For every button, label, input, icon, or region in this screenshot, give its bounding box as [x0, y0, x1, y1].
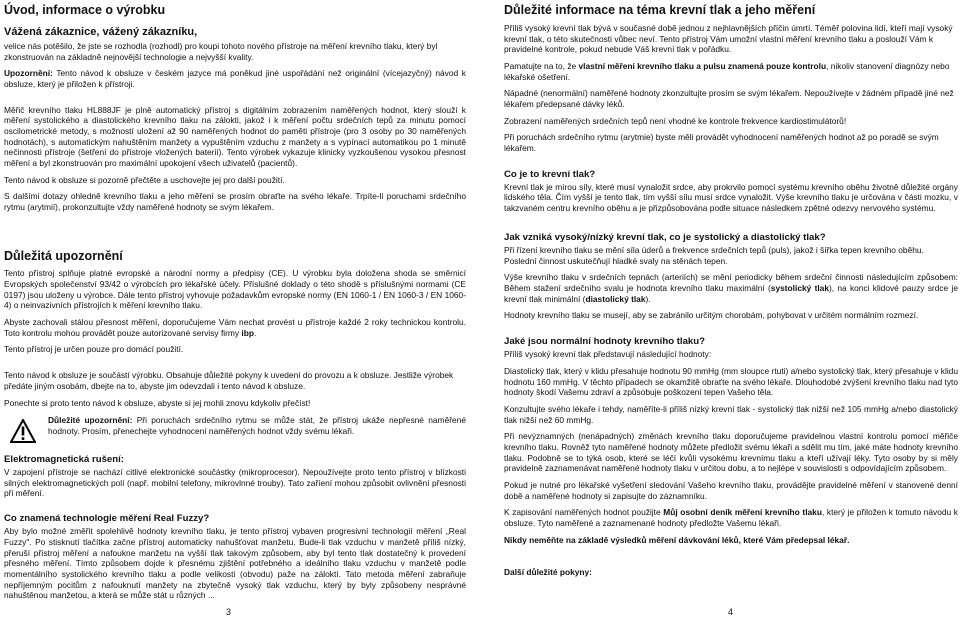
- high-low-para-2: [504, 272, 958, 304]
- emc-title: Elektromagnetická rušení:: [4, 453, 124, 465]
- keep-paragraph: Ponechte si proto tento návod k obsluze, abyste si jej mohli znovu kdykoliv přečíst!: [4, 397, 311, 408]
- read-paragraph: Tento návod k obsluze si pozorně přečtěte a uschovejte jej pro další použití.: [4, 174, 285, 185]
- diary-name: Můj osobní deník měření krevního tlaku: [663, 507, 822, 518]
- bp-para-4: Zobrazení naměřených srdečních tepů není vhodné ke kontrole frekvence kardiostimulátorů!: [504, 115, 847, 126]
- accuracy-text: Abyste zachovali stálou přesnost měření, doporučujeme Vám nechat provést u přístroje každé 2 roky technickou kontrolu. Toto kontrolu mohou provádět pouze autorizované servisy firmy: [4, 317, 466, 338]
- section-title-high-low-bp: Jak vzniká vysoký/nízký krevní tlak, co je systolický a diastolický tlak?: [504, 231, 826, 243]
- salutation: Vážená zákaznice, vážený zákazníku,: [4, 25, 198, 38]
- bp-para-5: Při poruchách srdečního rytmu (arytmie) byste měli provádět vyhodnocení naměřených hodnot až po poradě se svým lékařem.: [504, 132, 939, 153]
- hl2-a: Výše krevního tlaku v srdečních tepnách (arteriích) se mění periodicky během srdeční činnosti následujícím způsobem: Během stažení srdečního svalu je hodnota krevního tlaku maximální (: [504, 272, 958, 293]
- accuracy-end: .: [253, 327, 257, 338]
- normal-para-6: [504, 507, 958, 528]
- page-number-left: 3: [226, 607, 232, 617]
- diastolic-term: diastolický tlak: [585, 293, 646, 304]
- np6-c: , který je přiložen k tomuto návodu k obsluze. Tyto naměřené a zaznamenané hodnoty předložte Vašemu lékaři.: [504, 507, 958, 528]
- important-title: Důležitá upozornění: [4, 248, 123, 263]
- what-is-bp-paragraph: Krevní tlak je mírou síly, které musí vynaložit srdce, aby prokrvilo pomocí systému krevního oběhu životně důležité orgány lidského těla. Čím vyšší je tento tlak, tím vyšší sílu musí srdce vynaložit. Výše krevního tlaku je určována v části mozku, v takzvaném centru krevního oběhu a je přizpůsobována podle situace následkem zpětné odezvy nervového systému.: [504, 181, 958, 214]
- arrhythmia-warning-box: [4, 415, 466, 446]
- right-page: [504, 3, 958, 578]
- emc-paragraph: V zapojení přístroje se nachází citlivé elektronické součástky (mikroprocesor). Nepoužívejte proto tento přístroj v blízkosti silných elektromagnetických polí (např. mobilní telefony, mikrovlnné trouby). Tato zaříení mohou způsobit ovlivnění přesnosti při měření.: [4, 467, 466, 499]
- fuzzy-paragraph: Aby bylo možné změřit spolehlivě hodnoty krevního tlaku, je tento přístroj vybaven progresivní technologií měření „Real Fuzzy". Po stisknutí tlačítka začne přístroj automaticky nahušťovat manžetu. Bude-li tlak vzduchu v manžetě příliš nízký, přeruší přístroj měření a nafoukne manžetu na vyšší tlak takovým způsobem, aby byl tento tlak dostatečný k provedení přesného měření. Tímto způsobem dojde k přesnému zjištění potřebného a ideálního tlaku vzduchu v manžetě podle momentálního systolického krevního tlaku a podle velikosti (obvodu) paže na záloktí. Tato metoda měření zabraňuje nepříjemným pocitům z nafouknutí manžety na zbytečně vysoký tlak vzduchu, který by byly způsobeny nesprávné nahuštěnou manžetou, a která se může stát u různých ...: [4, 526, 466, 601]
- intro-paragraph: velice nás potěšilo, že jste se rozhodla (rozhodl) pro koupi tohoto nového přístroje na měření krevního tlaku, který byl zkonstruován na základně nejnovější technologie a nejvyšší kvality.: [4, 40, 438, 62]
- box-text: Při poruchách srdečního rytmu se může stát, že přístroj ukáže nepřesné naměřené hodnoty. Prosím, přenechejte vyhodnocení naměřených hodnot vždy svému lékaři.: [48, 415, 466, 436]
- bp-para-2: [504, 61, 958, 82]
- hl2-c: ), na konci klidové pauzy srdce je krevní tlak minimální (: [504, 282, 958, 304]
- section-title-normal-values: Jaké jsou normální hodnoty krevního tlaku?: [504, 335, 705, 347]
- page-title-bp-info: Důležité informace na téma krevní tlak a jeho měření: [504, 3, 816, 17]
- manual-part-paragraph: Tento návod k obsluze je součástí výrobku. Obsahuje důležité pokyny k uvedení do provozu a k obsluze. Jestliže výrobek předáte jiným osobám, dbejte na to, abyste jim odevzdali i tento návod k obsluze.: [4, 370, 454, 391]
- questions-paragraph: S dalšími dotazy ohledně krevního tlaku a jeho měření se prosím obraťte na svého lékaře. Trpíte-li poruchami srdečního rytmu (arytmií), prokonzultujte vždy naměřené hodnoty se svým lékařem.: [4, 191, 466, 212]
- section-title-what-is-bp: Co je to krevní tlak?: [504, 168, 596, 180]
- high-low-para-1: Při řízení krevního tlaku se mění síla úderů a frekvence srdečních tepů (puls), jakož i šířka tepen krevního oběhu. Poslední činnost uskutečňují hladké svaly na stěnách tepen.: [504, 244, 924, 266]
- hl2-e: ).: [645, 293, 651, 304]
- np6-a: K zapisování naměřených hodnot použijte: [504, 507, 664, 518]
- normal-para-1: Příliš vysoký krevní tlak představují následující hodnoty:: [504, 349, 712, 360]
- page-number-right: 4: [728, 607, 734, 617]
- warning-text: Tento návod k obsluze v českém jazyce má poněkud jiné uspořádání než originální (vícejazyčný) návod k obsluze, který je přiložen k přístroji.: [4, 68, 466, 89]
- bp-para-2-c: , nikoliv stanovení diagnózy nebo lékařské ošetření.: [504, 60, 950, 82]
- systolic-term: systolický tlak: [770, 282, 829, 293]
- fuzzy-title: Co znamená technologie měření Real Fuzzy?: [4, 513, 210, 525]
- warning-label: Upozornění:: [4, 68, 53, 79]
- accuracy-paragraph: [4, 317, 466, 338]
- warning-paragraph: [4, 68, 466, 89]
- bp-para-2-bold: vlastní měření krevního tlaku a pulsu znamená pouze kontrolu: [578, 60, 827, 71]
- bp-para-3: Nápadné (nenormální) naměřené hodnoty zkonzultujte prosím se svým lékařem. Nepoužívejte v žádném případě jiné než lékařem předepsané dávky léků.: [504, 88, 954, 109]
- left-page: [4, 3, 466, 601]
- high-low-para-3: Hodnoty krevního tlaku se musejí, aby se zabránilo určitým chorobám, pohybovat v určitém normálním rozmezí.: [504, 310, 919, 321]
- normal-para-5: Pokud je nutné pro lékařské vyšetření sledování Vašeho krevního tlaku, provádějte pravidelné měření v stanovené denní době a naměřené hodnoty si zapisujte do záznamníku.: [504, 479, 958, 501]
- page-title-intro: Úvod, informace o výrobku: [4, 3, 166, 17]
- normal-para-3: Konzultujte svého lékaře i tehdy, naměříte-li příliš nízký krevní tlak - systolický tlak nižší než 105 mmHg a/nebo diastolický tlak nižší než 60 mmHg.: [504, 403, 958, 425]
- arrhythmia-warning-text: [48, 415, 466, 436]
- normal-para-2: Diastolický tlak, který v klidu přesahuje hodnotu 90 mmHg (mm sloupce rtuti) a/nebo systolický tlak, který přesahuje v klidu hodnotu 160 mmHg. V těchto případech se okamžitě obraťte na svého lékaře. Dlouhodobé zvýšení krevního tlaku nad tyto hodnoty škodí Vašemu zdraví a způsobuje poškození tepen Vašeho těla.: [504, 365, 958, 398]
- home-use-paragraph: Tento přístroj je určen pouze pro domácí použití.: [4, 344, 184, 355]
- bp-para-2-a: Pamatujte na to, že: [504, 60, 579, 71]
- box-label: Důležité upozornění:: [48, 415, 133, 426]
- section-title-tips: Další důležité pokyny:: [504, 567, 592, 578]
- brand-name: ibp: [241, 327, 254, 338]
- warning-triangle-icon: [10, 419, 36, 446]
- normal-para-7: Nikdy neměňte na základě výsledků měření dávkování léků, které Vám předepsal lékař.: [504, 534, 850, 545]
- normal-para-4: Při nevýznamných (nenápadných) změnách krevního tlaku doporučujeme pravidelnou vlastní kontrolu pomocí měřiče krevního tlaku. Rovněž tyto naměřené hodnoty můžete předložit svému lékaři a sdělit mu tím, jaké máte hodnoty krevního tlaku. Podobně se to týká osob, které se léčí kvůli vysokému krevnímu tlaku a kteří užívají léky. Tyto osoby by si měly pravidelně zaznamenávat naměřené hodnoty tlaku v určitou dobu, a to nejlépe v souvislosti s odpovídajícím způsobem.: [504, 431, 958, 474]
- ce-paragraph: Tento přístroj splňuje platné evropské a národní normy a předpisy (CE). U výrobku byla doložena shoda se směrnicí Evropských společenství 93/42 o výrobcích pro lékařské účely. Příslušné doklady o této shodě s příslušnými normami (CE 0197) jsou uloženy u výrobce. Dále tento přístroj vyhovuje požadavkům evropské normy (EN 1060-1 / EN 1060-3 / EN 1060-4) o neinvazivních přístrojích k měření krevního tlaku.: [4, 268, 466, 311]
- bp-para-1: Příliš vysoký krevní tlak bývá v současné době jednou z nejhlavnějších příčin úmrtí. Téměř polovina lidí, kteří mají vysoký krevní tlak, o této skutečnosti vůbec neví. Tento přístroj Vám umožní vlastní měření krevního tlaku a poslouží Vám k pravidelné kontrole, pokud nebude Váš krevní tlak v pořádku.: [504, 22, 953, 55]
- device-paragraph: Měřič krevního tlaku HL888JF je plně automatický přístroj s digitálním zobrazením naměřených hodnot, který slouží k měření systolického a diastolického krevního tlaku na zálokti, jakož i k měření počtu srdečních tepů za minutu pomocí oscilometrické metody, s možností uložení až 90 naměřených hodnot do paměti přístroje (pro 3 osoby po 30 naměřených hodnotách), s automatickým nahuštěním manžety a vypuštěním vzduchu z manžety a s vypínací automatikou po 1 minutě nečinnosti přístroje (šetření do přístroje vložených baterií). Tento výrobek vykazuje klinicky vyzkoušenou vysokou přesnost měření a byl zkonstruován pro maximální upokojení všech uživatelů (pacientů).: [4, 104, 466, 168]
